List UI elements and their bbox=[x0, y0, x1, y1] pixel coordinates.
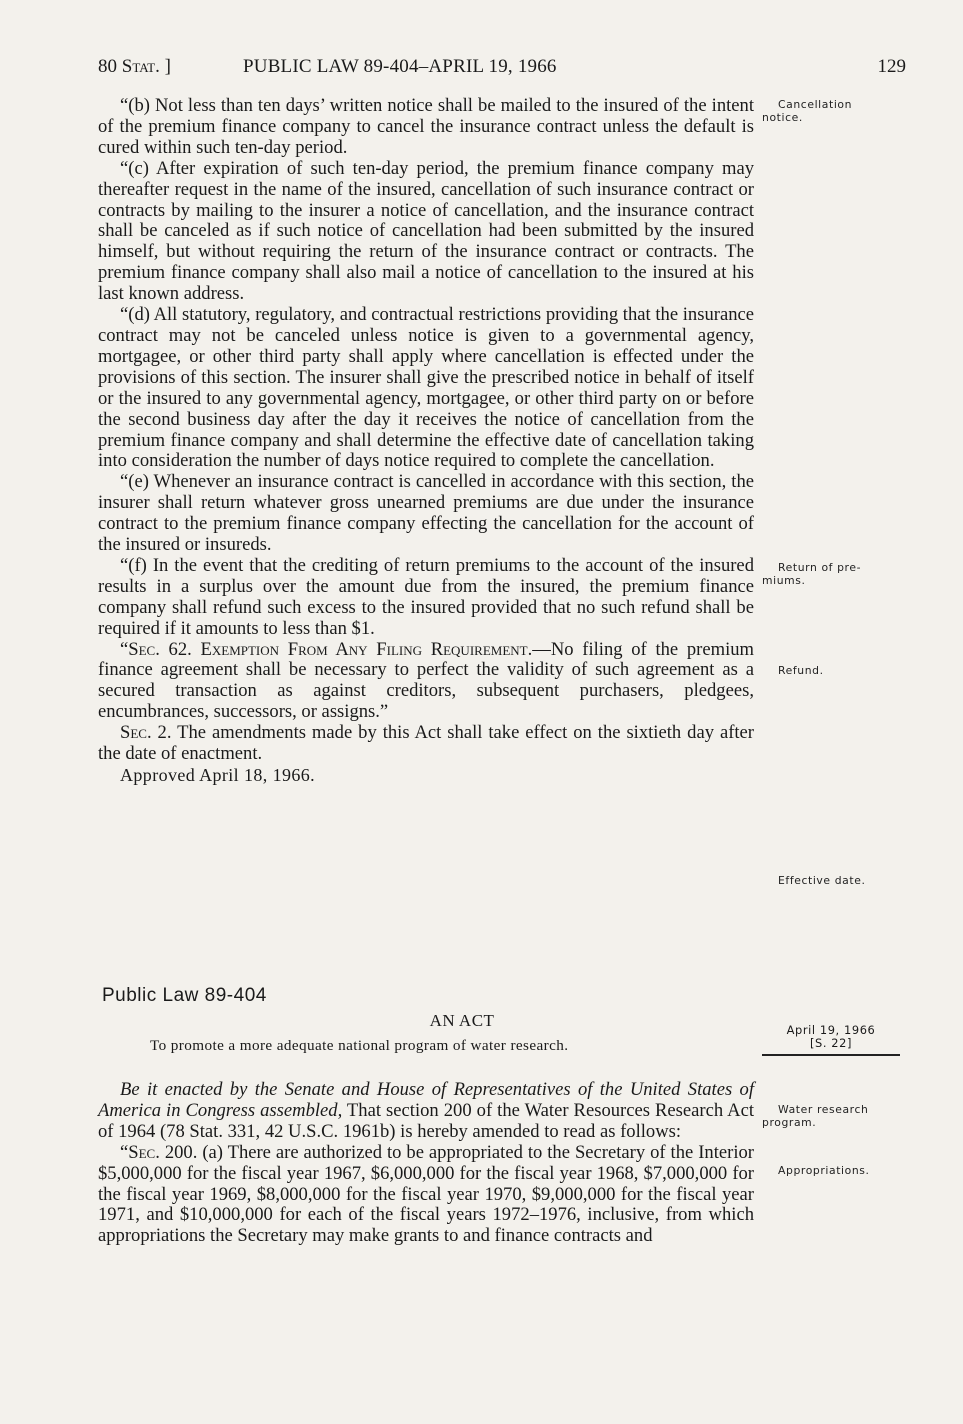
section-62-heading: “Sec. 62. Exemption From Any Filing Requirement. bbox=[120, 638, 533, 660]
act-text bbox=[98, 1080, 754, 1247]
paragraph-b: “(b) Not less than ten days’ written notice shall be mailed to the insured of the intent of the premium finance company to cancel the insurance contract unless the default is cured within such ten-day period. bbox=[98, 95, 754, 158]
margin-rule bbox=[762, 1054, 900, 1056]
approved-date: Approved April 18, 1966. bbox=[120, 765, 316, 785]
enacting-clause-rest: That section 200 of the Water Resources Research Act of 1964 (78 Stat. 331, 42 U.S.C. 1961b) is hereby amended to read as follows: bbox=[98, 1099, 754, 1142]
paragraph-c: “(c) After expiration of such ten-day period, the premium finance company may thereafter request in the name of the insured, cancellation of such insurance contract or contracts by mailing to the insurer a notice of cancellation, and the insurance contract shall be canceled as if such notice of cancellation had been submitted by the insured himself, but without requiring the return of the insurance contract or contracts. The premium finance company shall also mail a notice of cancellation to the insured at his last known address. bbox=[98, 157, 754, 305]
enacting-clause bbox=[98, 1080, 754, 1143]
section-62-body: —No filing of the premium finance agreement shall be necessary to perfect the validity of such agreement as a secured transaction as against creditors, subsequent purchasers, pledgees, encumbrances, successors, or assigns.” bbox=[98, 638, 755, 723]
page-header bbox=[98, 56, 906, 86]
enactment-date: April 19, 1966 bbox=[786, 1023, 876, 1037]
enactment-date-note bbox=[762, 1024, 900, 1050]
margin-note-appropriations: Appropriations. bbox=[778, 1164, 870, 1177]
public-law-title: Public Law 89-404 bbox=[102, 985, 267, 1006]
section-2 bbox=[98, 723, 754, 765]
section-200-body: (a) There are authorized to be appropriated to the Secretary of the Interior $5,000,000 for the fiscal year 1967, $6,000,000 for the fiscal year 1968, $7,000,000 for the fiscal year 1969, $8,000,000 for the fiscal year 1970, $9,000,000 for the fiscal year 1971, and $10,000,000 for each of the fiscal years 1972–1976, inclusive, from which appropriations the Secretary may make grants to and finance contracts and bbox=[98, 1141, 754, 1247]
act-heading: AN ACT bbox=[429, 1011, 495, 1030]
enacting-clause-italic: Be it enacted by the Senate and House of Representatives of the United States of America in Congress assembled, bbox=[98, 1079, 754, 1121]
margin-note-effective: Effective date. bbox=[778, 874, 866, 887]
header-title: PUBLIC LAW 89-404–APRIL 19, 1966 bbox=[243, 56, 557, 77]
main-text bbox=[98, 96, 754, 786]
margin-note-cancellation: Cancellation notice. bbox=[762, 98, 853, 124]
paragraph-f: “(f) In the event that the crediting of return premiums to the account of the insured results in a surplus over the amount due from the insured, the premium finance company shall refund such excess to the insured provided that no such refund shall be required if it amounts to less than $1. bbox=[98, 554, 754, 639]
paragraph-d: “(d) All statutory, regulatory, and contractual restrictions providing that the insurance contract may not be canceled unless notice is given to a governmental agency, mortgagee, or other third party shall apply where cancellation is effected under the provisions of this section. The insurer shall give the prescribed notice in behalf of itself or the insured to any governmental agency, mortgagee, or other third party on or before the second business day after the day it receives the notice of cancellation from the premium finance company and shall determine the effective date of cancellation taking into consideration the number of days notice required to complete the cancellation. bbox=[98, 304, 754, 472]
section-200-heading: “Sec. 200. bbox=[120, 1141, 198, 1163]
page-number: 129 bbox=[877, 56, 906, 77]
bill-number: [S. 22] bbox=[809, 1036, 853, 1050]
section-2-heading: Sec. 2. bbox=[120, 722, 172, 744]
paragraph-e: “(e) Whenever an insurance contract is cancelled in accordance with this section, the insurer shall return whatever gross unearned premiums are due under the insurance contract to the premium finance company effecting the cancellation for the account of the insured or insureds. bbox=[98, 471, 754, 556]
margin-note-refund: Refund. bbox=[778, 664, 824, 677]
section-62 bbox=[98, 640, 754, 724]
margin-note-water-research: Water research program. bbox=[762, 1103, 869, 1129]
header-volume: 80 Stat. ] bbox=[98, 56, 171, 77]
margin-note-return: Return of pre- miums. bbox=[762, 561, 862, 587]
act-subtitle: To promote a more adequate national program of water research. bbox=[150, 1037, 569, 1054]
section-200 bbox=[98, 1143, 754, 1248]
section-2-body: The amendments made by this Act shall take effect on the sixtieth day after the date of enactment. bbox=[98, 722, 755, 765]
